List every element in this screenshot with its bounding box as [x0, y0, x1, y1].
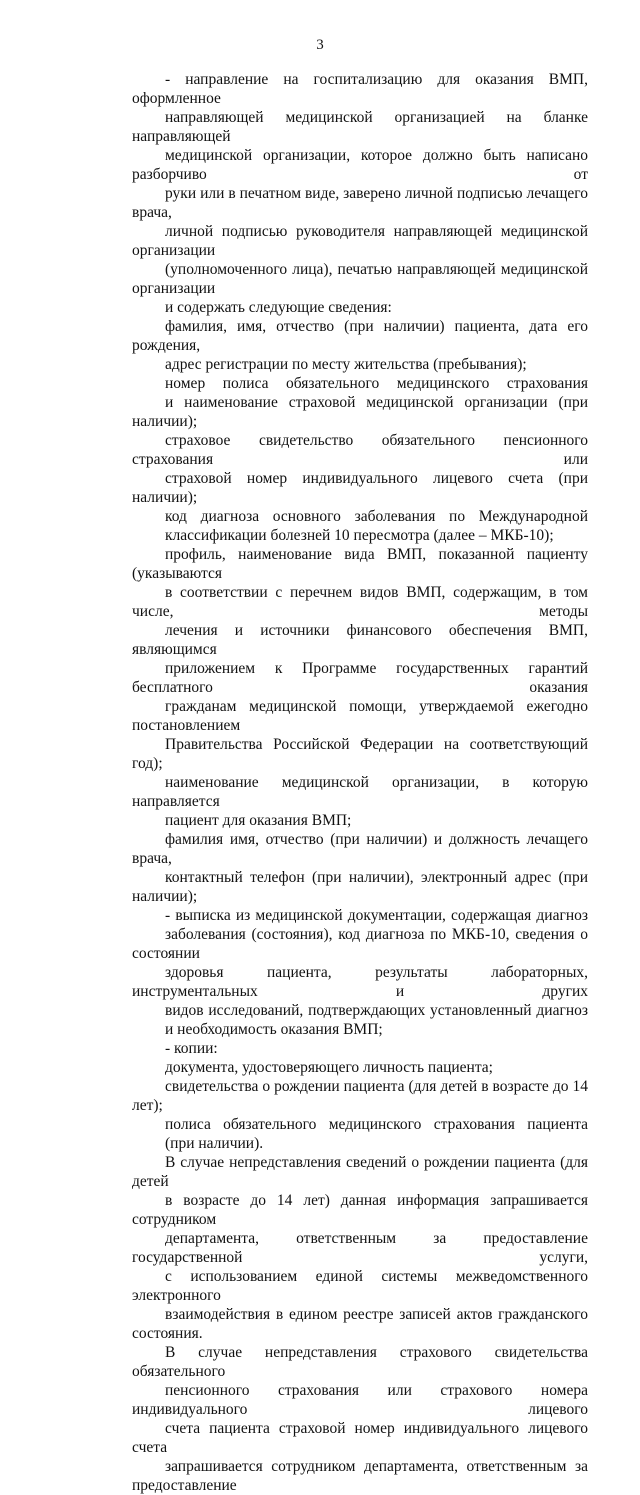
text-line: и содержать следующие сведения:	[165, 299, 392, 316]
paragraph-extract	[132, 906, 588, 1039]
text-line: и необходимость оказания ВМП;	[165, 1021, 383, 1038]
paragraph-oms-policy	[132, 1115, 588, 1153]
paragraph-diagnosis-code	[132, 507, 588, 545]
text-line: (при наличии).	[165, 1135, 264, 1152]
paragraph-copies	[132, 1039, 588, 1058]
text-line: направляющей медицинской организацией на бланке направляющей	[132, 109, 588, 145]
paragraph-birth-cert	[132, 1077, 588, 1115]
text-line: классификации болезней 10 пересмотра (далее – МКБ-10);	[165, 527, 554, 544]
text-line: В случае непредставления страхового свидетельства обязательного	[132, 1344, 588, 1380]
text-line: здоровья пациента, результаты лабораторных, инструментальных и других	[132, 964, 588, 1000]
text-line: департамента, ответственным за предоставление государственной услуги,	[132, 1230, 588, 1266]
paragraph-policy	[132, 374, 588, 431]
document-body	[132, 70, 588, 1495]
text-line: счета пациента страховой номер индивидуального лицевого счета	[132, 1420, 588, 1456]
text-line: личной подписью руководителя направляющей медицинской организации	[132, 223, 588, 259]
text-line: приложением к Программе государственных гарантий бесплатного оказания	[132, 660, 588, 696]
text-line: пенсионного страхования или страхового номера индивидуального лицевого	[132, 1382, 588, 1418]
text-line: код диагноза основного заболевания по Международной	[165, 508, 588, 525]
text-line: документа, удостоверяющего личность пациента;	[165, 1059, 493, 1076]
paragraph-profile	[132, 545, 588, 773]
text-line: контактный телефон (при наличии), электронный адрес (при наличии);	[132, 869, 588, 905]
text-line: страховой номер индивидуального лицевого счета (при наличии);	[132, 470, 588, 506]
paragraph-snils	[132, 431, 588, 507]
text-line: - выписка из медицинской документации, содержащая диагноз	[165, 907, 588, 924]
text-line: лечения и источники финансового обеспечения ВМП, являющимся	[132, 622, 588, 658]
text-line: (уполномоченного лица), печатью направляющей медицинской организации	[132, 261, 588, 297]
text-line: руки или в печатном виде, заверено личной подписью лечащего врача,	[132, 185, 588, 221]
text-line: свидетельства о рождении пациента (для детей в возрасте до 14 лет);	[132, 1078, 588, 1114]
text-line: адрес регистрации по месту жительства (пребывания);	[165, 356, 527, 373]
paragraph-birth-info	[132, 1153, 588, 1343]
text-line: в соответствии с перечнем видов ВМП, содержащим, в том числе, методы	[132, 584, 588, 620]
text-line: пациент для оказания ВМП;	[165, 812, 352, 829]
text-line: профиль, наименование вида ВМП, показанной пациенту (указываются	[132, 546, 588, 582]
paragraph-organization	[132, 773, 588, 830]
text-line: с использованием единой системы межведомственного электронного	[132, 1268, 588, 1304]
text-line: в возрасте до 14 лет) данная информация запрашивается сотрудником	[132, 1192, 588, 1228]
paragraph-referral	[132, 70, 588, 317]
paragraph-fio	[132, 317, 588, 374]
paragraph-identity-doc	[132, 1058, 588, 1077]
text-line: В случае непредставления сведений о рождении пациента (для детей	[132, 1154, 588, 1190]
text-line: и наименование страховой медицинской организации (при наличии);	[132, 394, 588, 430]
page-number: 3	[316, 37, 324, 53]
text-line: заболевания (состояния), код диагноза по МКБ-10, сведения о состоянии	[132, 926, 588, 962]
paragraph-snils-missing	[132, 1343, 588, 1495]
text-line: видов исследований, подтверждающих установленный диагноз	[165, 1002, 588, 1019]
text-line: фамилия имя, отчество (при наличии) и должность лечащего врача,	[132, 831, 588, 867]
text-line: гражданам медицинской помощи, утверждаемой ежегодно постановлением	[132, 698, 588, 734]
text-line: взаимодействия в едином реестре записей актов гражданского состояния.	[132, 1306, 588, 1342]
paragraph-doctor	[132, 830, 588, 906]
text-line: запрашивается сотрудником департамента, ответственным за предоставление	[132, 1458, 588, 1494]
text-line: медицинской организации, которое должно быть написано разборчиво от	[132, 147, 588, 183]
text-line: Правительства Российской Федерации на соответствующий год);	[132, 736, 588, 772]
text-line: наименование медицинской организации, в которую направляется	[132, 774, 588, 810]
text-line: - направление на госпитализацию для оказания ВМП, оформленное	[132, 71, 588, 107]
text-line: фамилия, имя, отчество (при наличии) пациента, дата его рождения,	[132, 318, 588, 354]
text-line: страховое свидетельство обязательного пенсионного страхования или	[132, 432, 588, 468]
text-line: - копии:	[165, 1040, 218, 1057]
text-line: номер полиса обязательного медицинского страхования	[165, 375, 588, 392]
text-line: полиса обязательного медицинского страхования пациента	[165, 1116, 588, 1133]
